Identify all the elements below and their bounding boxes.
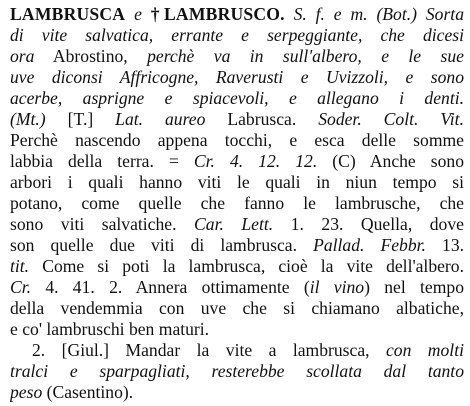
headword-variant: LAMBRUSCO.: [163, 4, 285, 24]
citation: Car. Lett.: [194, 214, 274, 234]
sense-number: 2.: [32, 340, 46, 360]
definition-text: Sorta: [425, 4, 464, 24]
entry-line-4: uve diconsi Affricogne, Raverusti e Uvizzoli, e sono: [10, 67, 464, 87]
synonym: Abrostino,: [52, 46, 128, 66]
entry-line-9: arbori i quali hanno viti le quali in niun tempo si: [10, 172, 464, 192]
citation: Soder. Colt. Vit.: [318, 109, 464, 129]
entry-line-16: e co' lambruschi ben maturi.: [10, 319, 210, 339]
entry-line-6: (Mt.) [T.] Lat. aureo Labrusca. Soder. Colt. Vit.: [10, 109, 464, 129]
entry-line-12: son quelle due viti di lambrusca. Pallad. Febbr. 13.: [10, 235, 464, 255]
grammar-label: S. f. e m.: [293, 4, 368, 24]
sense-2-line-3: peso (Casentino).: [10, 382, 134, 402]
domain-label: (Bot.): [376, 4, 417, 24]
entry-line-14: Cr. 4. 41. 2. Annera ottimamente (il vino) nel tempo: [10, 277, 464, 297]
editor-tag: [T.]: [67, 109, 94, 129]
citation: Cr.: [10, 277, 32, 297]
dagger-mark: †: [150, 4, 164, 24]
headword: LAMBRUSCA: [10, 4, 126, 24]
entry-line-15: della vendemmia con uve che si chiamano albatiche,: [10, 298, 464, 318]
sense-2-line-1: 2. [Giul.] Mandar la vite a lambrusca, con molti: [32, 340, 464, 360]
citation: Pallad. Febbr.: [313, 235, 426, 255]
entry-line-13: tit. Come si poti la lambrusca, cioè la vite dell'albero.: [10, 256, 464, 276]
sense-2-line-2: tralci e sparpagliati, resterebbe scollata dal tanto: [10, 361, 464, 381]
entry-line-7: Perchè nascendo appena tocchi, e esca delle somme: [10, 130, 464, 150]
entry-line-11: sono viti salvatiche. Car. Lett. 1. 23. Quella, dove: [10, 214, 464, 234]
entry-line-5: acerbe, asprigne e spiacevoli, e allegano i denti.: [10, 88, 464, 108]
editor-tag: [Giul.]: [61, 340, 110, 360]
source-abbrev: (Mt.): [10, 109, 46, 129]
entry-line-8: labbia della terra. = Cr. 4. 12. 12. (C) Anche sono: [10, 151, 464, 171]
citation: Cr. 4. 12. 12.: [193, 151, 318, 171]
latin-word: Labrusca.: [227, 109, 297, 129]
entry-line-1: [10, 4, 464, 24]
entry-line-3: ora Abrostino, perchè va in sull'albero, e le sue: [10, 46, 464, 66]
entry-line-10: potano, come quelle che fanno le lambrusche, che: [10, 193, 464, 213]
conjunction: e: [134, 4, 142, 24]
entry-line-2: di vite salvatica, errante e serpeggiante, che dicesi: [10, 25, 464, 45]
